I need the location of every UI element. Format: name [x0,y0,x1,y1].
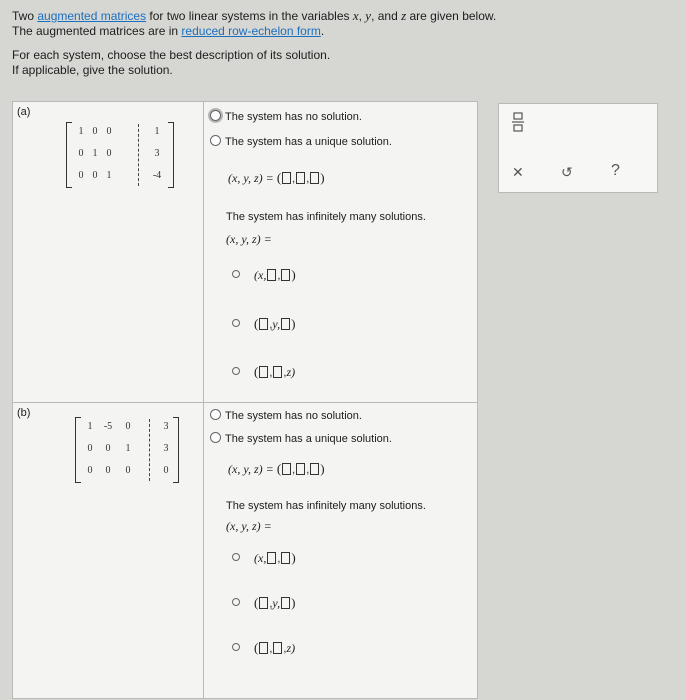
xyz-label: (x, y, z) = [228,171,274,185]
matrix-cell: 1 [125,443,131,454]
intro-line-2 [12,24,652,39]
param-var: z) [286,365,296,379]
radio-icon[interactable] [232,553,240,561]
var-z: z [401,8,407,23]
right-bracket [168,122,174,188]
open-paren: ( [276,461,282,476]
xyz-label: (x, y, z) = [226,519,272,533]
left-bracket [75,417,81,483]
radio-icon[interactable] [210,432,221,443]
matrix-column [13,403,204,699]
matrix-cell: 1 [78,126,84,137]
radio-icon[interactable] [232,270,240,278]
matrix-cell: 0 [92,126,98,137]
answer-box-x[interactable] [282,463,291,475]
radio-icon[interactable] [232,598,240,606]
answer-box[interactable] [273,366,282,378]
fraction-icon[interactable] [512,112,524,135]
intro-line-4: If applicable, give the solution. [12,63,173,77]
answer-box[interactable] [281,597,290,609]
close-paren: ) [291,550,296,565]
part-label: (a) [17,106,31,118]
matrix-cell: 1 [154,126,160,137]
options-column [204,403,477,699]
param-option-1[interactable]: (x, , ) [232,267,296,283]
augment-bar [138,124,139,186]
intro-line-1 [12,8,652,24]
undo-icon[interactable]: ↺ [561,164,573,180]
open-paren: ( [254,595,259,610]
matrix-cell: 3 [163,443,169,454]
answer-box[interactable] [259,642,268,654]
close-paren: ) [291,316,296,331]
part-a [13,102,477,402]
math-toolbox [498,103,658,193]
augment-bar [149,419,150,481]
answer-box-z[interactable] [310,172,319,184]
var-y: y [365,8,372,23]
param-option-1[interactable]: (x, , ) [232,550,296,566]
instructions [12,8,652,78]
close-paren: ) [320,461,325,476]
intro-text: Two [12,9,38,23]
option-label: The system has infinitely many solutions. [226,500,426,512]
matrix-cell: 0 [105,465,111,476]
answer-box[interactable] [281,269,290,281]
unique-solution-expression: (x, y, z) = ( , , ) [228,170,325,185]
matrix-cell: 1 [92,148,98,159]
matrix-cell: -4 [152,170,162,181]
close-paren: ) [291,267,296,282]
answer-box-y[interactable] [296,463,305,475]
answer-box-x[interactable] [282,172,291,184]
option-no-solution[interactable] [210,409,362,422]
option-infinite-solutions[interactable] [226,211,426,223]
param-option-2[interactable]: ( ,y, ) [232,595,295,611]
matrix-cell: 3 [163,421,169,432]
param-var: y, [272,596,281,610]
radio-icon[interactable] [210,135,221,146]
matrix-cell: 0 [87,465,93,476]
matrix-cell: 0 [92,170,98,181]
option-no-solution[interactable] [210,110,362,123]
intro-text: , and [371,9,402,23]
radio-icon[interactable] [232,643,240,651]
options-column [204,102,477,402]
unique-solution-expression: (x, y, z) = ( , , ) [228,461,325,476]
matrix-cell: 0 [125,465,131,476]
answer-box[interactable] [273,642,282,654]
left-bracket [66,122,72,188]
param-var: (x, [254,268,267,282]
matrix-column [13,102,204,402]
matrix-cell: 0 [106,148,112,159]
intro-text: for two linear systems in the variables [146,9,353,23]
option-label: The system has a unique solution. [225,433,392,445]
infinite-expression [226,519,272,534]
close-paren: ) [320,170,325,185]
matrix-cell: 0 [78,170,84,181]
infinite-expression [226,232,272,247]
matrix-cell: 1 [106,170,112,181]
xyz-label: (x, y, z) = [228,462,274,476]
intro-line-3: For each system, choose the best description of its solution. [12,48,331,62]
answer-box[interactable] [267,552,276,564]
matrix-cell: 0 [105,443,111,454]
right-bracket [173,417,179,483]
param-var: z) [286,641,296,655]
intro-text: The augmented matrices are in [12,24,182,38]
matrix-cell: 0 [125,421,131,432]
option-unique-solution[interactable] [210,432,392,445]
answer-box[interactable] [259,597,268,609]
option-unique-solution[interactable] [210,135,392,148]
xyz-label: (x, y, z) = [226,232,272,246]
answer-box-z[interactable] [310,463,319,475]
answer-box[interactable] [281,318,290,330]
param-var: (x, [254,551,267,565]
answer-box[interactable] [259,366,268,378]
matrix-cell: 0 [106,126,112,137]
open-paren: ( [254,316,259,331]
option-label: The system has infinitely many solutions. [226,211,426,223]
matrix-cell: 0 [87,443,93,454]
open-paren: ( [254,364,259,379]
option-label: The system has no solution. [225,410,362,422]
reduced-row-echelon-link[interactable]: reduced row-echelon form [181,24,321,38]
open-paren: ( [254,640,259,655]
option-infinite-solutions[interactable] [226,500,426,512]
option-label: The system has no solution. [225,111,362,123]
answer-box[interactable] [259,318,268,330]
radio-icon[interactable] [232,367,240,375]
intro-text: , [358,9,366,23]
matrix-cell: 1 [87,421,93,432]
open-paren: ( [276,170,282,185]
answer-box[interactable] [281,552,290,564]
param-var: y, [272,317,281,331]
matrix-cell: -5 [103,421,113,432]
close-paren: ) [291,595,296,610]
param-option-2[interactable]: ( ,y, ) [232,316,295,332]
var-x: x [352,8,359,23]
part-label: (b) [17,407,31,419]
close-icon[interactable]: ✕ [512,164,524,180]
param-option-3[interactable]: ( , ,z) [232,364,295,380]
answer-panel [12,101,478,699]
answer-box[interactable] [267,269,276,281]
help-button[interactable]: ? [611,162,620,179]
augmented-matrix-a [66,122,174,188]
augmented-matrices-link[interactable]: augmented matrices [37,9,147,23]
matrix-cell: 3 [154,148,160,159]
radio-icon[interactable] [210,110,221,121]
part-b [13,402,477,699]
radio-icon[interactable] [210,409,221,420]
radio-icon[interactable] [232,319,240,327]
matrix-cell: 0 [78,148,84,159]
augmented-matrix-b [75,417,179,483]
intro-text: . [320,24,325,38]
matrix-cell: 0 [163,465,169,476]
answer-box-y[interactable] [296,172,305,184]
intro-text: are given below. [406,9,497,23]
option-label: The system has a unique solution. [225,136,392,148]
param-option-3[interactable]: ( , ,z) [232,640,295,656]
